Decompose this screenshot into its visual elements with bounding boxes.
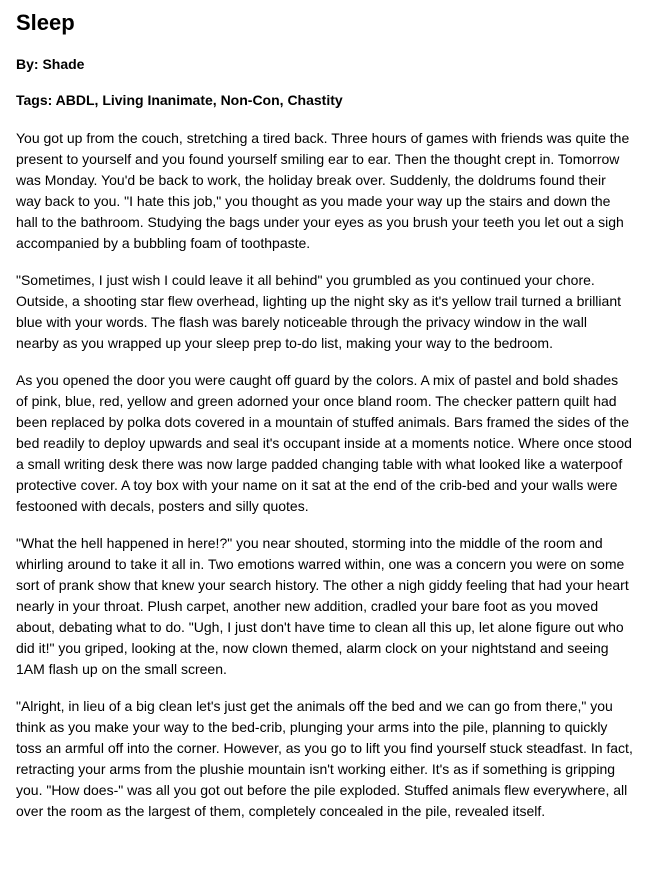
story-paragraph: You got up from the couch, stretching a tired back. Three hours of games with friends was quite the present to yourself and you found yourself smiling ear to ear. Then the thought crept in. Tomorrow was Monday. You'd be back to work, the holiday break over. Suddenly, the doldrums found their way back to you. "I hate this job," you thought as you made your way up the stairs and down the hall to the bathroom. Studying the bags under your eyes as you brush your teeth you let out a sigh accompanied by a bubbling foam of toothpaste. <box>16 130 630 251</box>
story-body <box>16 128 633 822</box>
story-paragraph: "Sometimes, I just wish I could leave it all behind" you grumbled as you continued your chore. Outside, a shooting star flew overhead, lighting up the night sky as it's yellow trail turned a brilliant blue with your words. The flash was barely noticeable through the privacy window in the wall nearby as you wrapped up your sleep prep to-do list, making your way to the bedroom. <box>16 272 621 351</box>
byline: By: Shade <box>16 56 85 72</box>
story-paragraph: "Alright, in lieu of a big clean let's just get the animals off the bed and we can go from there," you think as you make your way to the bed-crib, plunging your arms into the pile, planning to quickly toss an armful off into the corner. However, as you go to lift you find yourself stuck steadfast. In fact, retracting your arms from the plushie mountain isn't working either. It's as if something is gripping you. "How does-" was all you got out before the pile exploded. Stuffed animals flew everywhere, all over the room as the largest of them, completely concealed in the pile, revealed itself. <box>16 698 633 819</box>
story-paragraph: "What the hell happened in here!?" you near shouted, storming into the middle of the room and whirling around to take it all in. Two emotions warred within, one was a concern you were on some sort of prank show that knew your search history. The other a nigh giddy feeling that had your heart nearly in your throat. Plush carpet, another new addition, cradled your bare foot as you moved about, debating what to do. "Ugh, I just don't have time to clean all this up, let alone figure out who did it!" you griped, looking at the, now clown themed, alarm clock on your nightstand and seeing 1AM flash up on the small screen. <box>16 535 629 677</box>
page-title: Sleep <box>16 10 75 35</box>
story-paragraph: As you opened the door you were caught off guard by the colors. A mix of pastel and bold shades of pink, blue, red, yellow and green adorned your once bland room. The checker pattern quilt had been replaced by polka dots covered in a mountain of stuffed animals. Bars framed the sides of the bed readily to deploy upwards and seal it's occupant inside at a moments notice. Where once stood a small writing desk there was now large padded changing table with what looked like a waterpoof protective cover. A toy box with your name on it sat at the end of the crib-bed and your walls were festooned with decals, posters and silly quotes. <box>16 372 632 514</box>
tags-line: Tags: ABDL, Living Inanimate, Non-Con, Chastity <box>16 92 343 108</box>
